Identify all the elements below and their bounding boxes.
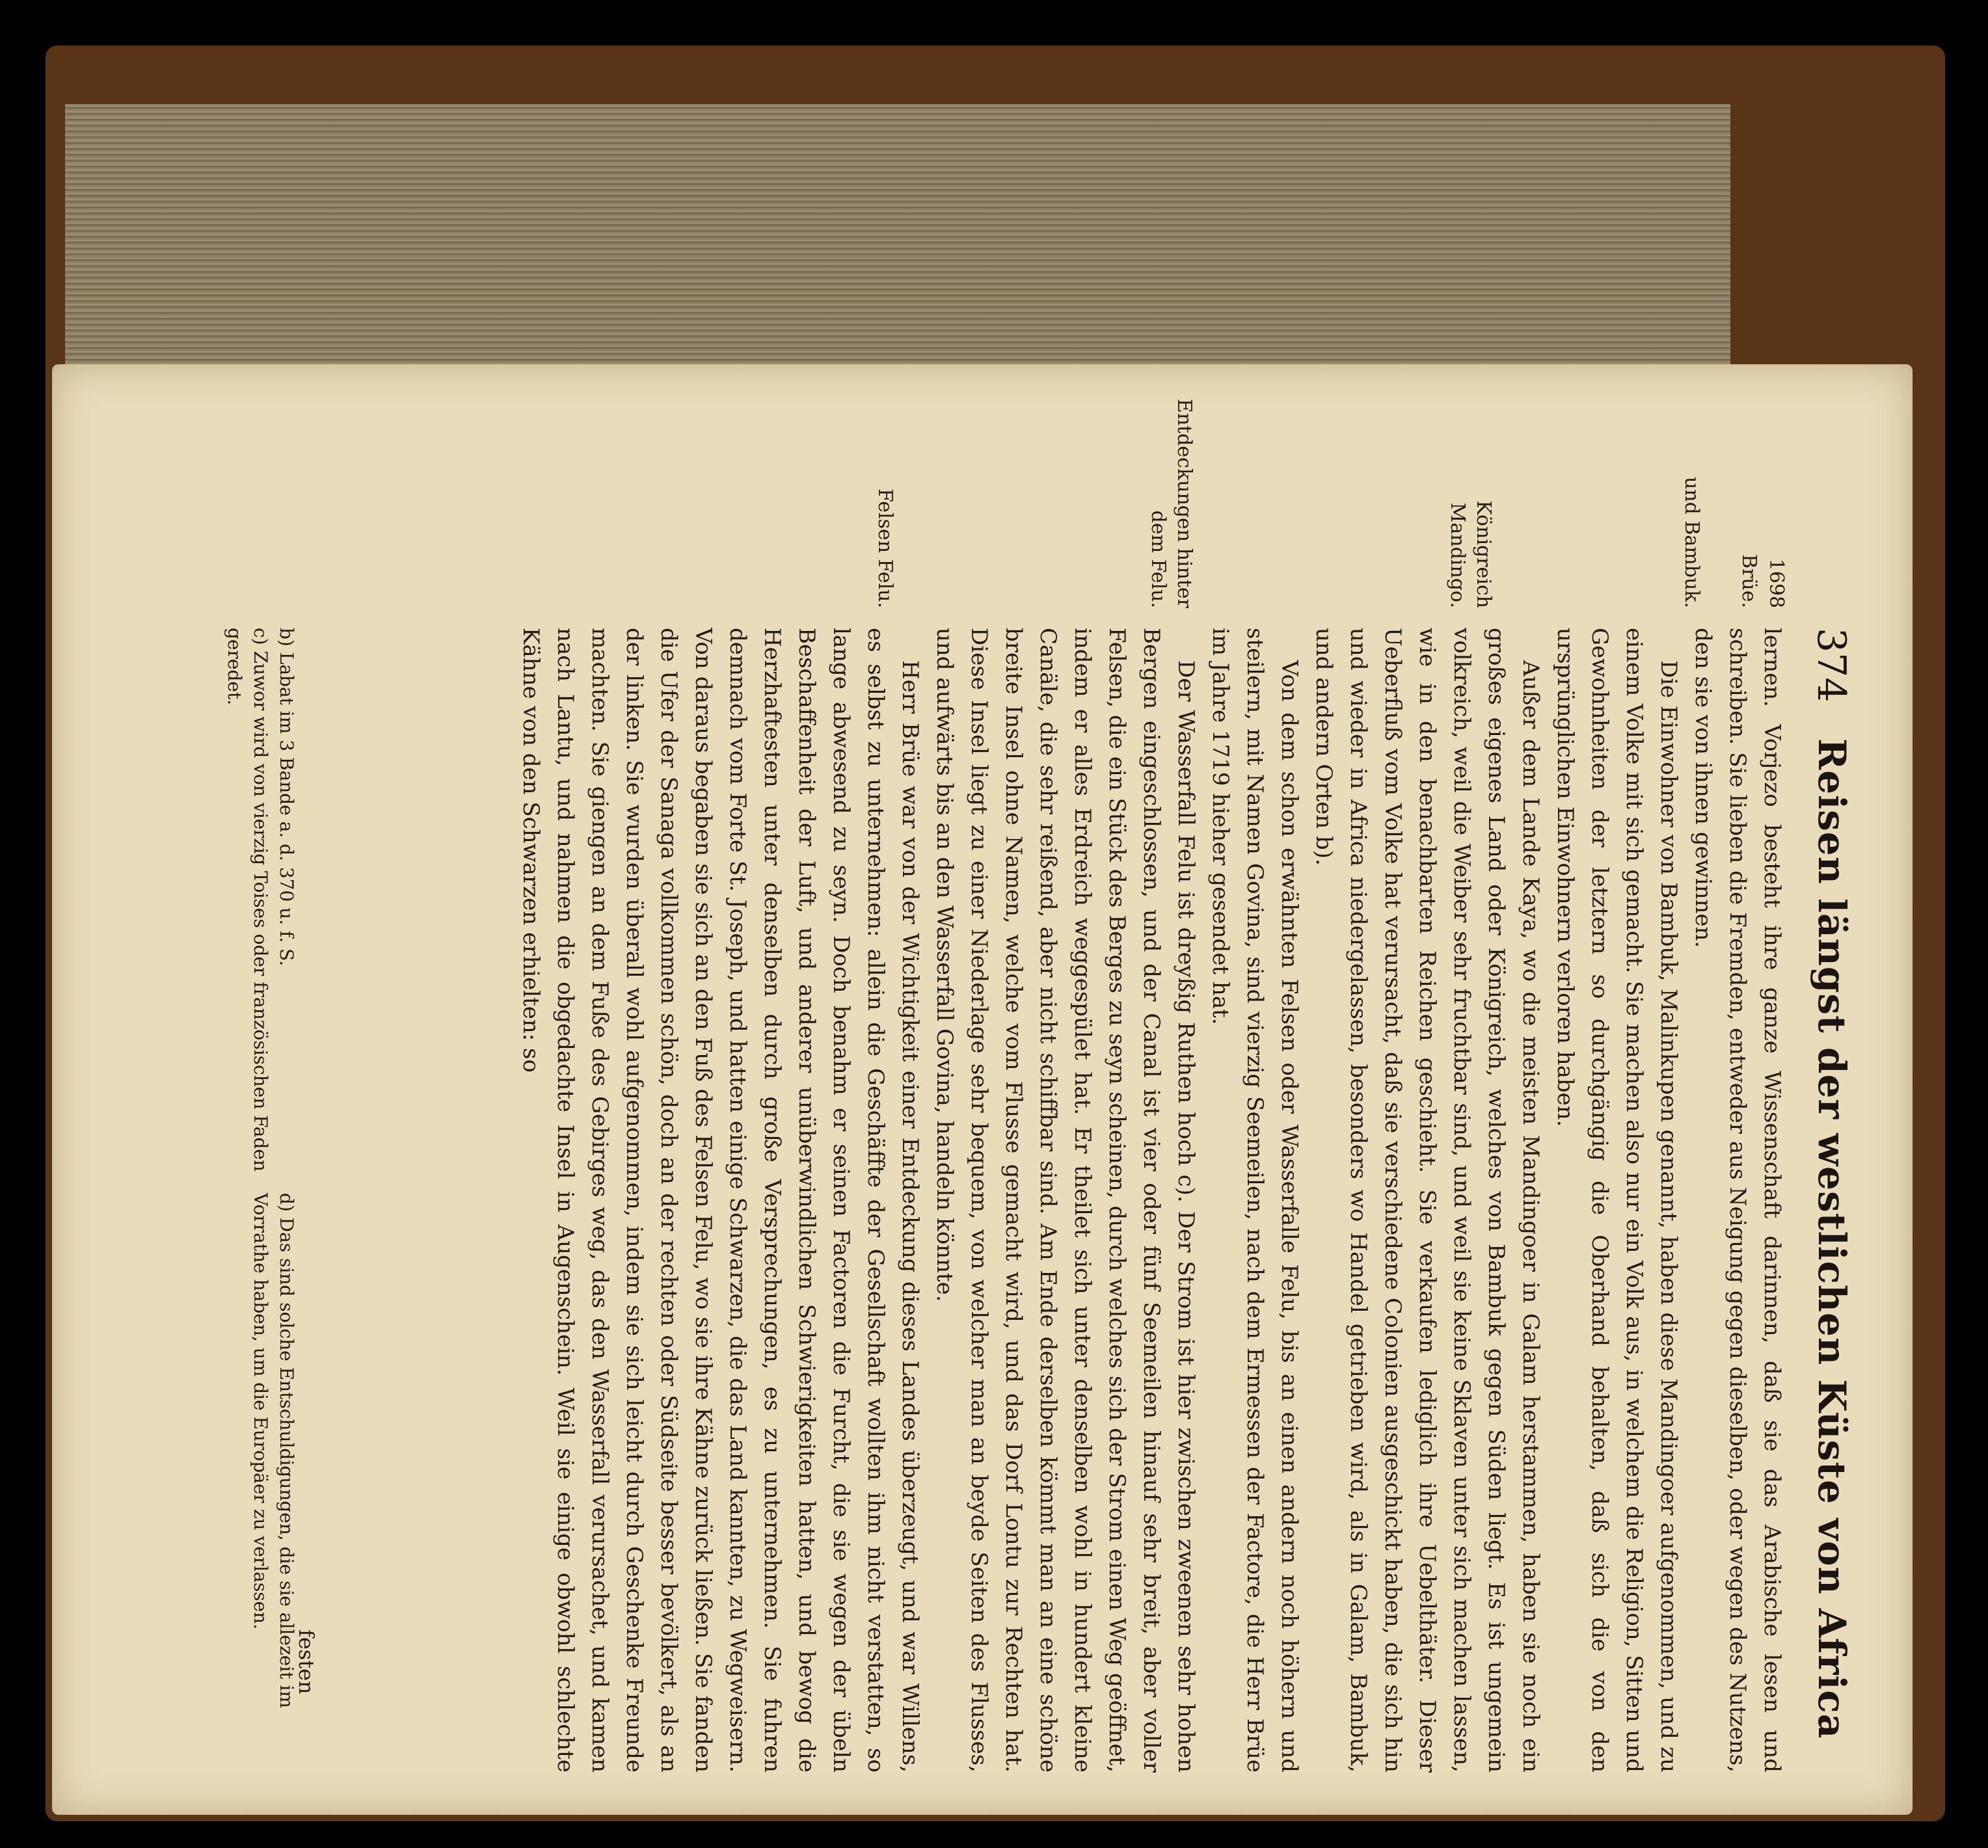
rotated-text-block: [104, 394, 1860, 1786]
paragraph: Außer dem Lande Kaya, wo die meisten Mandingoer in Galam herstammen, haben sie noch ein großes eigenes Land oder Königreich, welches von Bambuk gegen Süden liegt. Es ist ungemein volkreich, weil die Weiber sehr fruchtbar sind, und weil sie keine Sklaven unter sich machen lassen, wie in den benachbarten Reichen geschieht. Sie verkaufen lediglich ihre Uebelthäter. Dieser Ueberfluß vom Volke hat verursacht, daß sie verschiedene Colonien ausgeschickt haben, die sich hin und wieder in Africa niedergelassen, besonders wo Handel getrieben wird, als in Galam, Bambuk, und andern Orten b).: [1311, 628, 1544, 1773]
book-page: [52, 364, 1913, 1815]
footnote-c: c) Zuwor wird von vierzig Toises oder französischen Faden geredet.: [224, 628, 271, 1172]
footnote-column-right: [247, 1193, 299, 1752]
margin-note-mandingo: Königreich Mandingo.: [1446, 500, 1495, 608]
footnote-b: b) Labat im 3 Bande a. d. 370 u. f. S.: [276, 628, 297, 967]
page-number: 374: [1808, 628, 1854, 703]
margin-note-bambuk: und Bambuk.: [1680, 476, 1703, 608]
margin-note-felu: Felsen Felu.: [874, 489, 896, 608]
paragraph: Die Einwohner von Bambuk, Malinkupen genannt, haben diese Mandingoer aufgenommen, und zu einem Volke mit sich gemacht. Sie machen also nur ein Volk aus, in welchem die Religion, Sitten und Gewohnheiten der letztern so durchgängig die Oberhand behalten, daß sich die von den ursprünglichen Einwohnern verloren haben.: [1552, 628, 1682, 1773]
page-edges: [65, 104, 1730, 401]
margin-author: Brüe.: [1738, 554, 1760, 608]
paragraph: lernen. Vorjezo besteht ihre ganze Wissenschaft darinnen, daß sie das Arabische lesen und schreiben. Sie lieben die Fremden, entweder aus Neigung gegen dieselben, oder wegen des Nutzens, den sie von ihnen gewinnen.: [1690, 628, 1785, 1773]
footnotes: [221, 628, 299, 1773]
running-title: Reisen längst der westlichen Küste von Africa: [1810, 738, 1854, 1739]
margin-note-discoveries: Entdeckungen hinter dem Felu.: [1147, 398, 1196, 608]
paragraph: Herr Brüe war von der Wichtigkeit einer Entdeckung dieses Landes überzeugt, und war Willens, es selbst zu unternehmen: allein die Geschäffte der Gesellschaft wollten ihm nicht verstatten, so lange abwesend zu seyn. Doch benahm er seinen Factoren die Furcht, die sie wegen der übeln Beschaffenheit der Luft, und anderer unüberwindlichen Schwierigkeiten hatten, und bewog die Herzhaftesten unter denselben durch große Versprechungen, es zu unternehmen. Sie fuhren demnach vom Forte St. Joseph, und hatten einige Schwarzen, die das Land kannten, zu Wegweisern. Von daraus begaben sie sich an den Fuß des Felsen Felu, wo sie ihre Kähne zurück ließen. Sie fanden die Ufer der Sanaga vollkommen schön, doch an der rechten oder Südseite besser bevölkert, als an der linken. Sie wurden überall wohl aufgenommen, indem sie sich leicht durch Geschenke Freunde machten. Sie giengen an dem Fuße des Gebirges weg, das den Wasserfall verursachet, und kamen nach Lantu, und nahmen die obgedachte Insel in Augenschein. Weil sie einige obwohl schlechte Kähne von den Schwarzen erhielten: so: [518, 628, 923, 1773]
catchword: festen: [294, 1629, 319, 1694]
paragraph: Von dem schon erwähnten Felsen oder Wasserfalle Felu, bis an einen andern noch höhern und steilern, mit Namen Govina, sind vierzig Seemeilen, nach dem Ermessen der Factore, die Herr Brüe im Jahre 1719 hieher gesendet hat.: [1207, 628, 1302, 1773]
paragraph: Der Wasserfall Felu ist dreyßig Ruthen hoch c). Der Strom ist hier zwischen zweenen sehr hohen Bergen eingeschlossen, und der Canal ist vier oder fünf Seemeilen hinauf sehr breit, aber voller Felsen, die ein Stück des Berges zu seyn scheinen, durch welches sich der Strom einen Weg geöffnet, indem er alles Erdreich weggespület hat. Er theilet sich unter denselben wohl in hundert kleine Canäle, die sehr reißend, aber nicht schiffbar sind. Am Ende derselben kömmt man an eine schöne breite Insel ohne Namen, welche vom Flusse gemacht wird, und das Dorf Lontu zur Rechten hat. Diese Insel liegt zu einer Niederlage sehr bequem, von welcher man an beyde Seiten des Flusses, und aufwärts bis an den Wasserfall Govina, handeln könnte.: [932, 628, 1199, 1773]
footnote-column-left: [221, 628, 299, 1187]
footnote-d: d) Das sind solche Entschuldigungen, die sie allezeit im Vorrathe haben, um die Europäer zu verlassen.: [250, 1192, 297, 1708]
page-header: [1802, 628, 1860, 1773]
margin-year: 1698: [1765, 558, 1788, 608]
page-body: [513, 628, 1789, 1773]
